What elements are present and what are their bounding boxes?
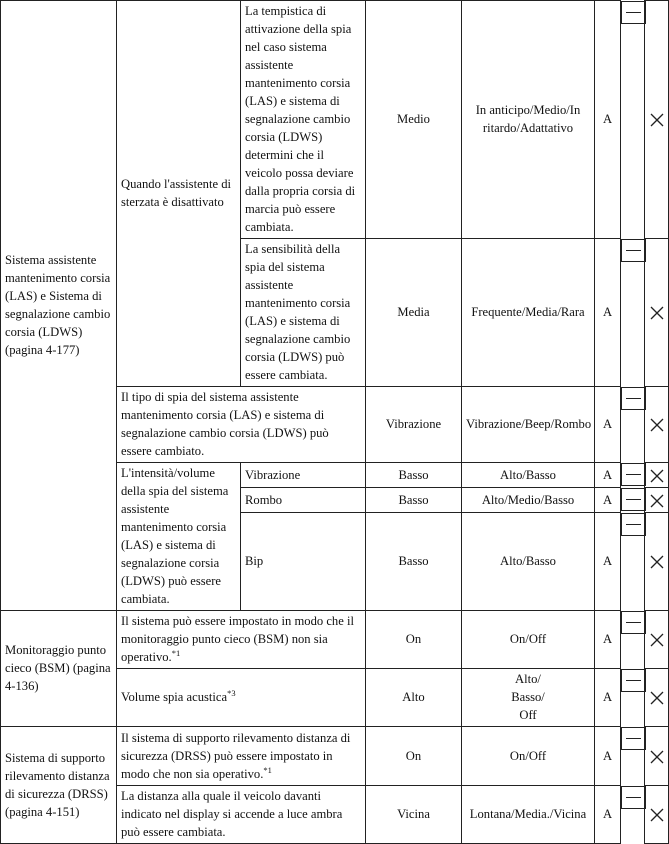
beep-default: Basso [366, 513, 462, 611]
dash-icon [626, 499, 641, 500]
cross-icon [649, 112, 665, 128]
cross-icon [649, 690, 665, 706]
rumble-options: Alto/Medio/Basso [462, 488, 595, 513]
cross-icon [649, 749, 665, 765]
dash-icon [626, 738, 641, 739]
dash-icon [626, 680, 641, 681]
drss-operation-factory: A [595, 727, 621, 786]
cross-icon [649, 632, 665, 648]
drss-operation-desc: Il sistema di supporto rilevamento distanza di sicurezza (DRSS) può essere impostato in modo che non sia operativo.$^{*1}$ [117, 727, 366, 786]
group-label-las: Sistema assistente mantenimento corsia (LAS) e Sistema di segnalazione cambio corsia (LDWS) (pagina 4-177) [1, 1, 117, 611]
sensitivity-factory: A [595, 239, 621, 387]
bsm-volume-desc: Volume spia acustica$^{*3}$ [117, 669, 366, 727]
bsm-operation-desc: Il sistema può essere impostato in modo che il monitoraggio punto cieco (BSM) non sia operativo.$^{*1}$ [117, 611, 366, 669]
beep-factory: A [595, 513, 621, 611]
bsm-volume-default: Alto [366, 669, 462, 727]
drss-distance-factory: A [595, 786, 621, 844]
sensitivity-default: Media [366, 239, 462, 387]
timing-factory: A [595, 1, 621, 239]
type-desc: Il tipo di spia del sistema assistente mantenimento corsia (LAS) e sistema di segnalazione cambio corsia (LDWS) può essere cambiato. [117, 387, 366, 463]
drss-distance-desc: La distanza alla quale il veicolo davanti indicato nel display si accende a luce ambra può essere cambiata. [117, 786, 366, 844]
dash-icon [626, 250, 641, 251]
beep-label: Bip [241, 513, 366, 611]
type-factory: A [595, 387, 621, 463]
beep-options: Alto/Basso [462, 513, 595, 611]
dash-icon [626, 474, 641, 475]
drss-distance-options: Lontana/Media./Vicina [462, 786, 595, 844]
cross-icon [649, 305, 665, 321]
vibration-factory: A [595, 463, 621, 488]
group-label-bsm: Monitoraggio punto cieco (BSM) (pagina 4-136) [1, 611, 117, 727]
rumble-factory: A [595, 488, 621, 513]
dash-icon [626, 12, 641, 13]
group-label-drss: Sistema di supporto rilevamento distanza di sicurezza (DRSS) (pagina 4-151) [1, 727, 117, 844]
cross-icon [649, 468, 665, 484]
drss-operation-options: On/Off [462, 727, 595, 786]
rumble-default: Basso [366, 488, 462, 513]
rumble-label: Rombo [241, 488, 366, 513]
timing-desc: La tempistica di attivazione della spia nel caso sistema assistente mantenimento corsia (LAS) e sistema di segnalazione cambio corsia (LDWS) determini che il veicolo possa deviare dalla propria corsia di marcia può essere cambiata. [241, 1, 366, 239]
vibration-label: Vibrazione [241, 463, 366, 488]
dash-icon [626, 622, 641, 623]
bsm-operation-options: On/Off [462, 611, 595, 669]
vibration-options: Alto/Basso [462, 463, 595, 488]
dash-icon [626, 797, 641, 798]
steering-off-label: Quando l'assistente di sterzata è disattivato [117, 1, 241, 387]
bsm-volume-options: Alto/ Basso/ Off [462, 669, 595, 727]
sensitivity-options: Frequente/Media/Rara [462, 239, 595, 387]
intensity-desc: L'intensità/volume della spia del sistema assistente mantenimento corsia (LAS) e sistema di segnalazione corsia (LDWS) può essere cambiata. [117, 463, 241, 611]
dash-icon [626, 398, 641, 399]
table-row [1, 727, 669, 786]
dash-icon [626, 524, 641, 525]
drss-distance-default: Vicina [366, 786, 462, 844]
table-row [1, 1, 669, 239]
type-default: Vibrazione [366, 387, 462, 463]
bsm-operation-default: On [366, 611, 462, 669]
table-row [1, 611, 669, 669]
drss-operation-default: On [366, 727, 462, 786]
vibration-default: Basso [366, 463, 462, 488]
cross-icon [649, 554, 665, 570]
cross-icon [649, 807, 665, 823]
type-options: Vibrazione/Beep/Rombo [462, 387, 595, 463]
cross-icon [649, 417, 665, 433]
bsm-volume-factory: A [595, 669, 621, 727]
timing-default: Medio [366, 1, 462, 239]
cross-icon [649, 493, 665, 509]
timing-options: In anticipo/Medio/In ritardo/Adattativo [462, 1, 595, 239]
sensitivity-desc: La sensibilità della spia del sistema assistente mantenimento corsia (LAS) e sistema di segnalazione cambio corsia (LDWS) può essere cambiata. [241, 239, 366, 387]
bsm-operation-factory: A [595, 611, 621, 669]
